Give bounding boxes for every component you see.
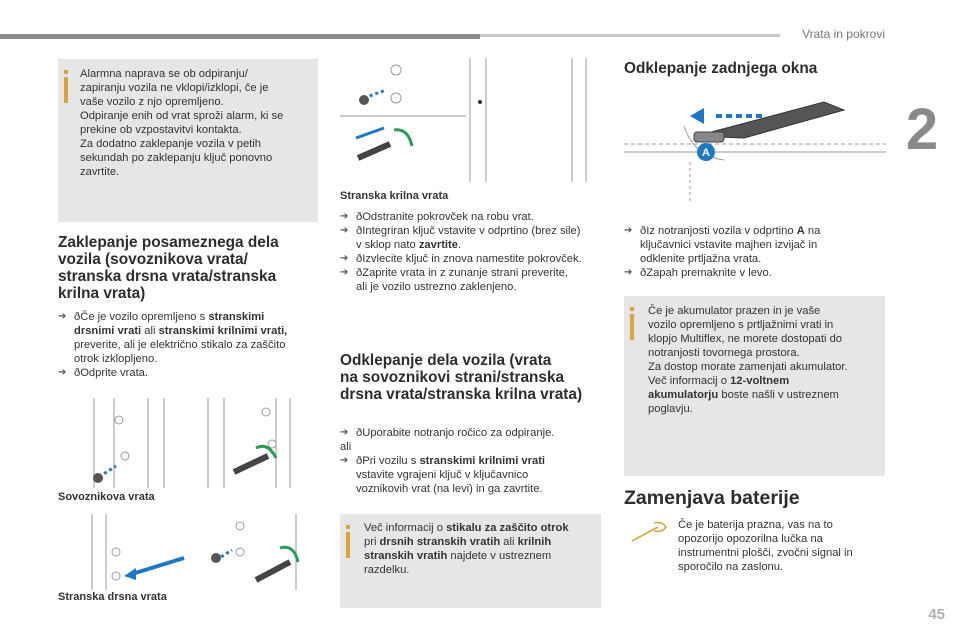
passenger-door-illustration [76, 398, 304, 488]
chapter-number: 2 [905, 97, 939, 162]
lock-heading: Zaklepanje posameznega dela vozila (sovoznikova vrata/ stranska drsna vrata/stranska krilna vrata) [58, 234, 279, 302]
wing-door-illustration [340, 58, 604, 182]
battery-text: Če je baterija prazna, vas na to opozorijo opozorilna lučka na instrumentni plošči, zvočni signal in sporočilo na zaslonu. [678, 519, 853, 573]
battery-info-box: Če je akumulator prazen in je vaše vozilo opremljeno s prtljažnimi vrati in klopjo Multiflex, ne morete dostopati do notranjosti tovornega prostora. Za dostop morate zamenjati akumulator. Več informacij o 12-voltnem akumulatorju boste našli v ustreznem poglavju. [624, 296, 885, 476]
child-lock-info-box: Več informacij o stikalu za zaščito otrok pri drsnih stranskih vratih ali krilnih stranskih vratih najdete v ustreznem razdelku. [340, 514, 601, 608]
sliding-door-illustration [76, 514, 306, 590]
bullet-marker: ð ➔ [58, 311, 67, 322]
caption-wing-door: Stranska krilna vrata [340, 190, 449, 202]
info-icon [346, 532, 350, 558]
lock-instructions: ð ➔ Če je vozilo opremljeno s stranskimi drsnimi vrati ali stranskimi krilnimi vrati, preverite, ali je električno stikalo za zaščito otrok izklopljeno. ð ➔ Odprite vrata. [58, 310, 323, 380]
bullet-marker: ð ➔ [340, 211, 349, 222]
label-A: A [702, 147, 710, 159]
caption-sliding-door: Stranska drsna vrata [58, 591, 167, 603]
running-title: Vrata in pokrovi [802, 27, 885, 41]
bullet-marker: ð ➔ [58, 367, 67, 378]
unlock-instructions: ð ➔ Uporabite notranjo ročico za odpiranje. ali ð ➔ Pri vozilu s stranskimi krilnimi vrati vstavite vgrajeni ključ v ključavnico voznikovih vrat (na levi) in ga zavrtite. [340, 426, 608, 496]
alarm-info-box [58, 59, 318, 222]
page-number: 45 [928, 606, 945, 623]
header-bar-light [480, 34, 780, 37]
bullet-marker: ð ➔ [340, 427, 349, 438]
bullet-marker: ð ➔ [340, 455, 349, 466]
rear-window-instructions: ð ➔ Iz notranjosti vozila v odprtino A na ključavnici vstavite majhen izvijač in odklenite prtljažna vrata. ð ➔ Zapah premaknite v levo. [624, 224, 886, 280]
caption-passenger-door: Sovoznikova vrata [58, 491, 155, 503]
wing-door-steps: ð ➔ Odstranite pokrovček na robu vrat. ð ➔ Integriran ključ vstavite v odprtino (brez sile) v sklop nato zavrtite. ð ➔ Izvlecite ključ in znova namestite pokrovček. ð ➔ Zaprite vrata in z zunanje strani preverite, ali je vozilo ustrezno zaklenjeno. [340, 210, 608, 294]
battery-heading: Zamenjava baterije [624, 487, 800, 509]
rear-window-heading: Odklepanje zadnjega okna [624, 60, 818, 77]
bullet-marker: ð ➔ [340, 225, 349, 236]
bullet-marker: ð ➔ [340, 267, 349, 278]
info-icon [64, 77, 68, 103]
alarm-note-text: Alarmna naprava se ob odpiranju/ zapiranju vozila ne vklopi/izklopi, če je vaše vozilo z njo opremljeno. Odpiranje enih od vrat sproži alarm, ki se prekine ob vzpostavitvi kontakta. Za dodatno zaklepanje vozila v petih sekundah po zaklepanju ključ ponovno zavrtite. [80, 68, 284, 178]
bullet-marker: ð ➔ [624, 267, 633, 278]
bullet-marker: ð ➔ [340, 253, 349, 264]
header-bar [0, 34, 480, 39]
bullet-marker: ð ➔ [624, 225, 633, 236]
rear-window-illustration [624, 86, 886, 202]
unlock-heading: Odklepanje dela vozila (vrata na sovoznikovi strani/stranska drsna vrata/stranska krilna vrata) [340, 352, 583, 403]
wrench-icon [628, 521, 670, 545]
info-icon [630, 314, 634, 340]
